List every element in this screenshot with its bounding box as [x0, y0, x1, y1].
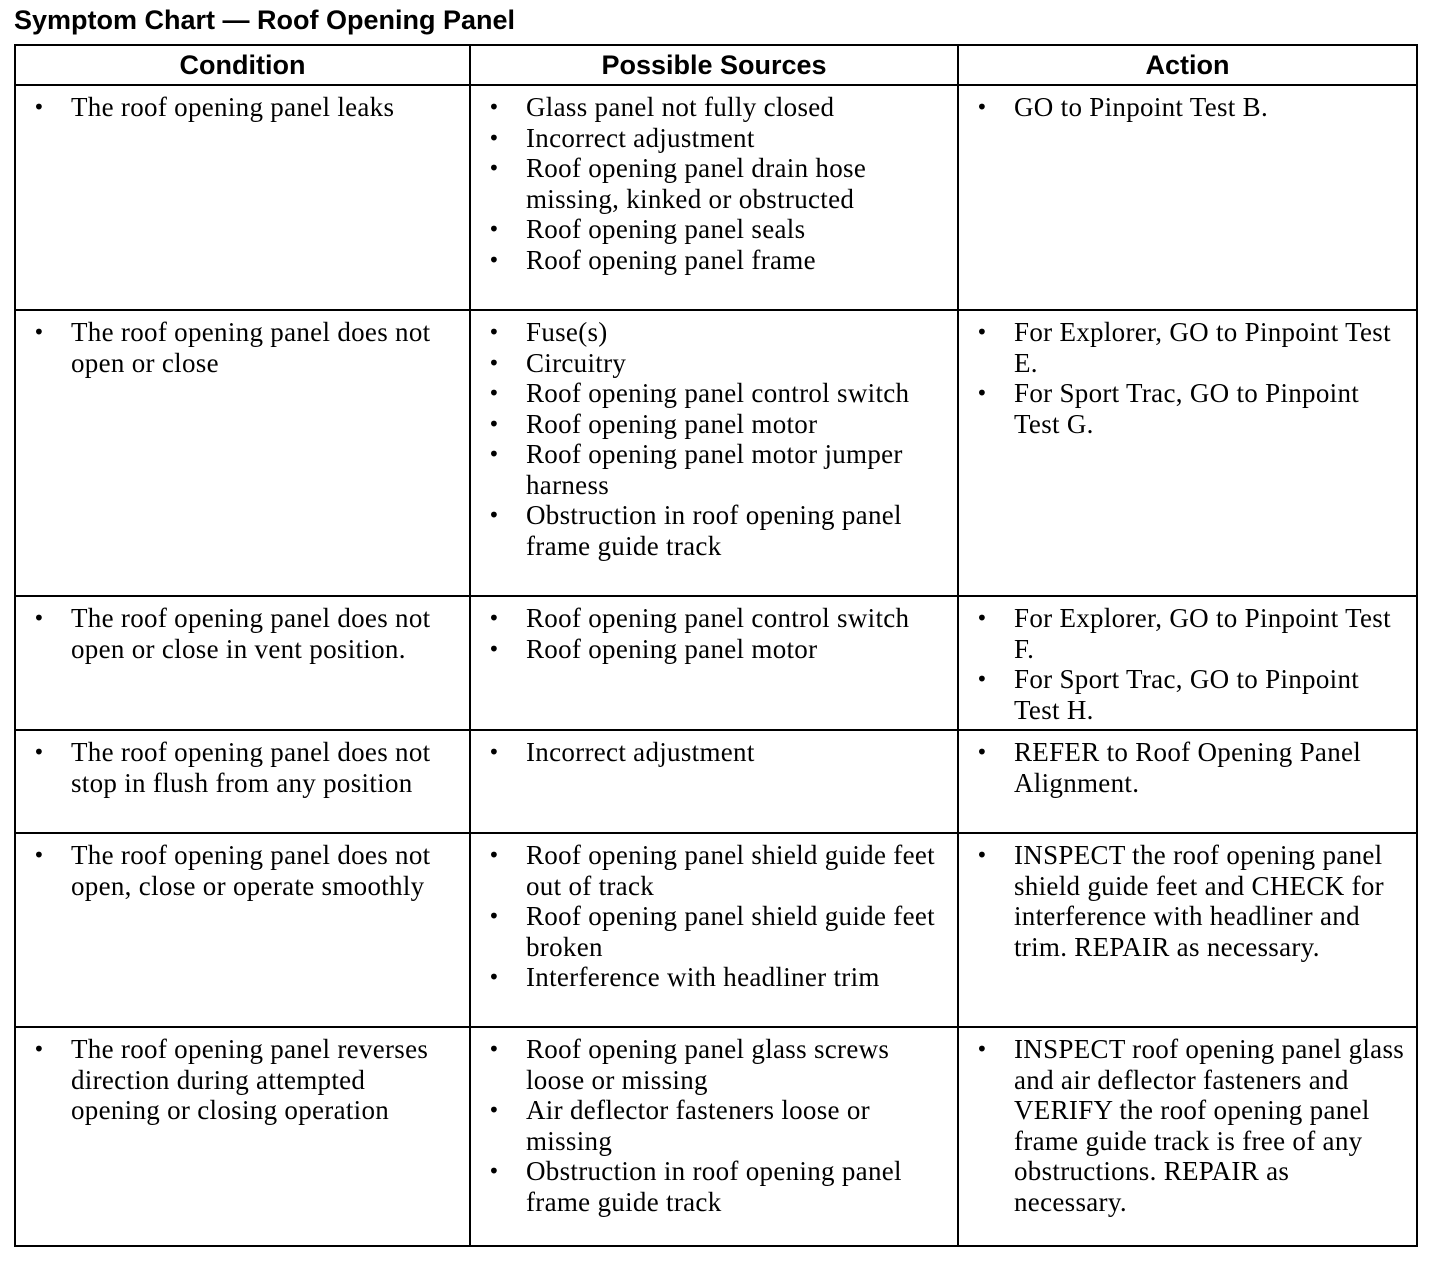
- bullet-icon: •: [33, 740, 46, 764]
- bullet-icon: •: [33, 606, 46, 630]
- list-item: [479, 737, 949, 768]
- action-cell: [958, 310, 1417, 596]
- condition-cell: [15, 596, 470, 730]
- list-item: [967, 92, 1408, 123]
- list-item-text: Roof opening panel motor jumper harness: [526, 439, 903, 500]
- list-item-text: Air deflector fasteners loose or missing: [526, 1095, 870, 1156]
- bullet-list: [24, 1034, 461, 1126]
- bullet-icon: •: [488, 606, 501, 630]
- list-item: [479, 1034, 949, 1095]
- bullet-list: [967, 737, 1408, 798]
- bullet-list: [479, 92, 949, 275]
- list-item: [479, 348, 949, 379]
- list-item-text: Roof opening panel control switch: [526, 603, 910, 633]
- list-item: [479, 123, 949, 154]
- column-header-condition: Condition: [15, 45, 470, 85]
- table-row: [15, 310, 1417, 596]
- list-item: [967, 737, 1408, 798]
- list-item-text: The roof opening panel does not open or close in vent position.: [71, 603, 431, 664]
- list-item: [479, 92, 949, 123]
- bullet-icon: •: [33, 843, 46, 867]
- bullet-icon: •: [976, 740, 989, 764]
- column-header-possible-sources: Possible Sources: [470, 45, 958, 85]
- list-item: [479, 409, 949, 440]
- list-item-text: INSPECT the roof opening panel shield guide feet and CHECK for interference with headliner and trim. REPAIR as necessary.: [1014, 840, 1384, 962]
- bullet-icon: •: [976, 95, 989, 119]
- action-cell: [958, 1027, 1417, 1246]
- list-item: [24, 317, 461, 378]
- condition-cell: [15, 730, 470, 833]
- list-item-text: The roof opening panel reverses direction during attempted opening or closing operation: [71, 1034, 429, 1125]
- bullet-icon: •: [488, 156, 501, 180]
- bullet-list: [967, 1034, 1408, 1217]
- list-item-text: Roof opening panel shield guide feet broken: [526, 901, 935, 962]
- bullet-icon: •: [976, 1037, 989, 1061]
- list-item-text: For Explorer, GO to Pinpoint Test E.: [1014, 317, 1391, 378]
- list-item: [479, 439, 949, 500]
- bullet-list: [479, 603, 949, 664]
- table-row: [15, 730, 1417, 833]
- bullet-icon: •: [33, 320, 46, 344]
- bullet-icon: •: [33, 95, 46, 119]
- list-item-text: Circuitry: [526, 347, 627, 378]
- possible-sources-cell: [470, 1027, 958, 1246]
- list-item: [967, 317, 1408, 378]
- action-cell: [958, 833, 1417, 1027]
- bullet-icon: •: [976, 381, 989, 405]
- list-item-text: The roof opening panel does not open, close or operate smoothly: [71, 840, 431, 901]
- bullet-icon: •: [488, 740, 501, 764]
- list-item-text: Roof opening panel shield guide feet out of track: [526, 840, 935, 901]
- list-item: [967, 664, 1408, 725]
- condition-cell: [15, 310, 470, 596]
- header-row: [15, 45, 1417, 85]
- column-header-action: Action: [958, 45, 1417, 85]
- bullet-list: [479, 1034, 949, 1217]
- bullet-list: [24, 737, 461, 798]
- list-item: [479, 1095, 949, 1156]
- action-cell: [958, 730, 1417, 833]
- bullet-icon: •: [488, 636, 501, 661]
- bullet-list: [24, 92, 461, 123]
- bullet-icon: •: [33, 1037, 46, 1061]
- possible-sources-cell: [470, 596, 958, 730]
- list-item-text: For Explorer, GO to Pinpoint Test F.: [1014, 603, 1391, 664]
- list-item: [479, 634, 949, 665]
- bullet-list: [479, 317, 949, 561]
- possible-sources-cell: [470, 833, 958, 1027]
- list-item: [479, 214, 949, 245]
- list-item-text: Roof opening panel seals: [526, 214, 806, 244]
- action-cell: [958, 596, 1417, 730]
- list-item: [967, 840, 1408, 962]
- bullet-list: [967, 92, 1408, 123]
- list-item-text: Roof opening panel control switch: [526, 378, 910, 408]
- bullet-icon: •: [976, 606, 989, 630]
- chart-body: [15, 85, 1417, 1246]
- bullet-icon: •: [976, 843, 989, 867]
- bullet-icon: •: [488, 95, 501, 119]
- possible-sources-cell: [470, 310, 958, 596]
- possible-sources-cell: [470, 85, 958, 310]
- bullet-icon: •: [488, 442, 501, 466]
- possible-sources-cell: [470, 730, 958, 833]
- table-row: [15, 1027, 1417, 1246]
- list-item: [479, 317, 949, 348]
- bullet-list: [24, 840, 461, 901]
- list-item-text: Fuse(s): [526, 317, 608, 347]
- bullet-icon: •: [976, 320, 989, 344]
- list-item-text: The roof opening panel does not open or close: [71, 317, 431, 378]
- list-item-text: Interference with headliner trim: [526, 962, 880, 992]
- bullet-icon: •: [976, 667, 989, 691]
- list-item: [479, 603, 949, 634]
- list-item: [479, 901, 949, 962]
- bullet-icon: •: [488, 381, 501, 405]
- list-item: [479, 962, 949, 993]
- table-row: [15, 85, 1417, 310]
- list-item-text: Incorrect adjustment: [526, 737, 755, 767]
- bullet-list: [967, 840, 1408, 962]
- list-item: [479, 245, 949, 276]
- list-item: [24, 737, 461, 798]
- bullet-icon: •: [488, 904, 501, 928]
- list-item: [479, 1156, 949, 1217]
- bullet-icon: •: [488, 411, 501, 436]
- bullet-icon: •: [488, 843, 501, 867]
- list-item: [479, 378, 949, 409]
- list-item-text: The roof opening panel leaks: [71, 92, 395, 122]
- bullet-icon: •: [488, 503, 501, 527]
- bullet-list: [24, 317, 461, 378]
- list-item: [479, 153, 949, 214]
- list-item: [967, 378, 1408, 439]
- bullet-icon: •: [488, 247, 501, 272]
- list-item: [967, 603, 1408, 664]
- list-item-text: Roof opening panel glass screws loose or missing: [526, 1034, 890, 1095]
- list-item-text: Glass panel not fully closed: [526, 92, 835, 122]
- bullet-icon: •: [488, 1037, 501, 1061]
- bullet-list: [967, 603, 1408, 725]
- list-item-text: GO to Pinpoint Test B.: [1014, 92, 1268, 122]
- bullet-icon: •: [488, 350, 501, 375]
- list-item: [479, 840, 949, 901]
- list-item: [967, 1034, 1408, 1217]
- condition-cell: [15, 833, 470, 1027]
- table-row: [15, 596, 1417, 730]
- page-title: Symptom Chart — Roof Opening Panel: [14, 5, 516, 35]
- list-item-text: Roof opening panel motor: [526, 408, 818, 439]
- bullet-icon: •: [488, 965, 501, 989]
- bullet-icon: •: [488, 125, 501, 150]
- list-item-text: The roof opening panel does not stop in flush from any position: [71, 737, 431, 798]
- list-item-text: Obstruction in roof opening panel frame guide track: [526, 1156, 902, 1217]
- list-item-text: For Sport Trac, GO to Pinpoint Test H.: [1014, 664, 1360, 725]
- condition-cell: [15, 85, 470, 310]
- list-item: [479, 500, 949, 561]
- bullet-list: [479, 737, 949, 768]
- list-item-text: Obstruction in roof opening panel frame guide track: [526, 500, 902, 561]
- list-item-text: REFER to Roof Opening Panel Alignment.: [1014, 737, 1362, 798]
- symptom-chart-table: [14, 44, 1418, 1247]
- bullet-icon: •: [488, 1159, 501, 1183]
- list-item-text: Roof opening panel frame: [526, 244, 816, 275]
- list-item-text: Roof opening panel drain hose missing, kinked or obstructed: [526, 153, 867, 214]
- condition-cell: [15, 1027, 470, 1246]
- list-item: [24, 1034, 461, 1126]
- bullet-icon: •: [488, 320, 501, 344]
- bullet-icon: •: [488, 217, 501, 241]
- list-item-text: Roof opening panel motor: [526, 633, 818, 664]
- list-item-text: For Sport Trac, GO to Pinpoint Test G.: [1014, 378, 1360, 439]
- list-item: [24, 92, 461, 123]
- bullet-list: [967, 317, 1408, 439]
- list-item: [24, 840, 461, 901]
- table-row: [15, 833, 1417, 1027]
- bullet-list: [24, 603, 461, 664]
- list-item-text: Incorrect adjustment: [526, 122, 755, 153]
- action-cell: [958, 85, 1417, 310]
- bullet-list: [479, 840, 949, 993]
- list-item-text: INSPECT roof opening panel glass and air deflector fasteners and VERIFY the roof opening panel frame guide track is free of any obstructions. REPAIR as necessary.: [1014, 1034, 1405, 1217]
- list-item: [24, 603, 461, 664]
- bullet-icon: •: [488, 1098, 501, 1122]
